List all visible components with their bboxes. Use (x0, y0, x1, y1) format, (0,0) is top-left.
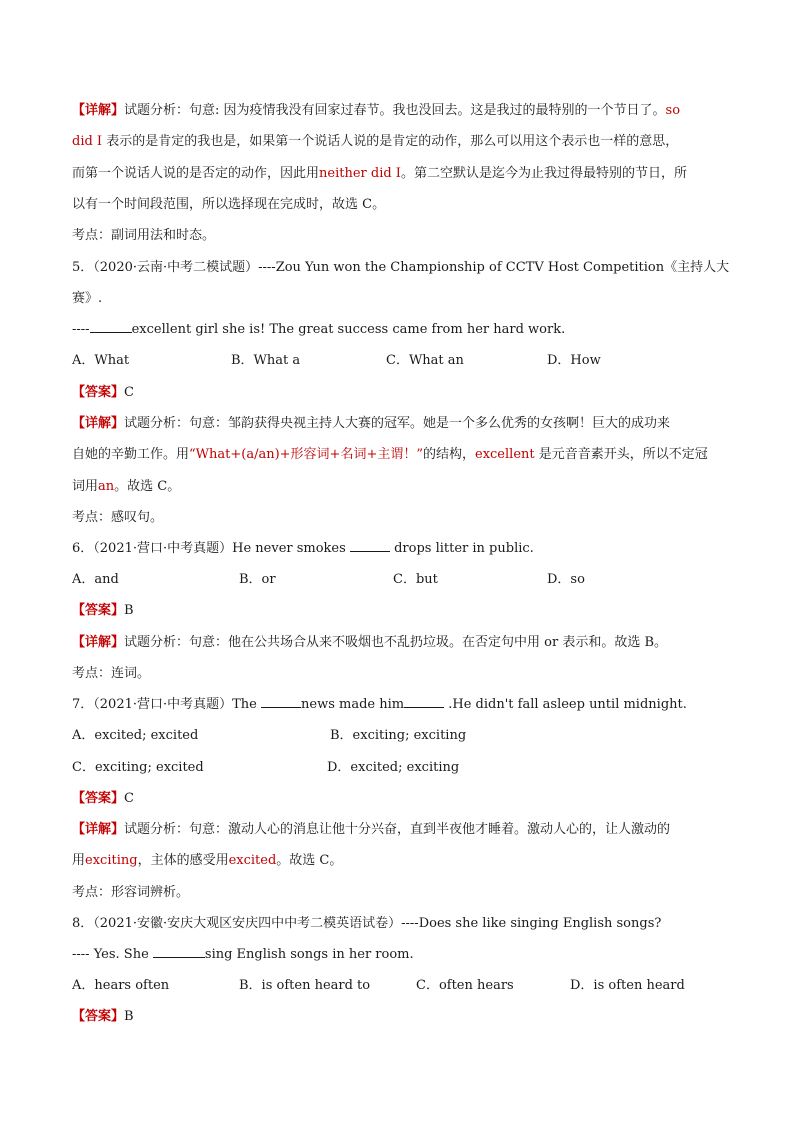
q5-kaodian: 考点：感叹句。 (72, 510, 164, 525)
answer-blank[interactable] (350, 539, 390, 552)
q4-detail-line-4: 以有一个时间段范围，所以选择现在完成时，故选 C。 (72, 197, 386, 212)
q8-option-c: C．often hears (416, 978, 514, 993)
q6-option-d: D．so (547, 572, 585, 587)
q6-stem: 6．（2021·营口·中考真题）He never smokes drops litter in public. (72, 541, 534, 556)
q4-kaodian: 考点：副词用法和时态。 (72, 228, 216, 243)
q5-answer: 【答案】C (72, 385, 134, 400)
q5-option-a: A．What (72, 353, 130, 368)
q7-option-a: A．excited; excited (72, 728, 199, 743)
q8-reply-line: ---- Yes. She sing English songs in her room. (72, 947, 414, 962)
answer-blank[interactable] (404, 695, 444, 708)
q6-detail-line-1: 【详解】试题分析：句意：他在公共场合从来不吸烟也不乱扔垃圾。在否定句中用 or 表示和。故选 B。 (72, 635, 668, 650)
answer-blank[interactable] (153, 945, 205, 958)
q8-answer: 【答案】B (72, 1009, 134, 1024)
q5-option-d: D．How (547, 353, 601, 368)
q7-stem: 7．（2021·营口·中考真题）The news made him .He didn't fall asleep until midnight. (72, 697, 687, 712)
q6-answer: 【答案】B (72, 603, 134, 618)
q5-stem-line-1: 5．（2020·云南·中考二模试题）----Zou Yun won the Championship of CCTV Host Competition《主持人大 (72, 260, 730, 275)
q5-detail-line-2: 自她的辛勤工作。用“What+(a/an)+形容词+名词+主谓！”的结构，excellent 是元音音素开头，所以不定冠 (72, 447, 708, 462)
q8-option-b: B．is often heard to (239, 978, 371, 993)
q7-kaodian: 考点：形容词辨析。 (72, 885, 190, 900)
q8-stem: 8．（2021·安徽·安庆大观区安庆四中中考二模英语试卷）----Does she like singing English songs? (72, 916, 662, 931)
q5-option-b: B．What a (231, 353, 301, 368)
q7-detail-line-1: 【详解】试题分析：句意：激动人心的消息让他十分兴奋，直到半夜他才睡着。激动人心的，让人激动的 (72, 822, 671, 837)
q4-detail-line-1: 【详解】试题分析：句意: 因为疫情我没有回家过春节。我也没回去。这是我过的最特别的一个节日了。so (72, 103, 681, 118)
answer-blank[interactable] (90, 320, 132, 333)
q4-detail-line-2: did I 表示的是肯定的我也是，如果第一个说话人说的是肯定的动作，那么可以用这个表示也一样的意思， (72, 134, 679, 149)
q7-option-c: C．exciting; excited (72, 760, 204, 775)
answer-blank[interactable] (261, 695, 301, 708)
q7-answer: 【答案】C (72, 791, 134, 806)
q6-kaodian: 考点：连词。 (72, 666, 151, 681)
q7-detail-line-2: 用exciting，主体的感受用excited。故选 C。 (72, 853, 343, 868)
q6-option-a: A．and (72, 572, 119, 587)
q7-option-b: B．exciting; exciting (330, 728, 467, 743)
q5-option-c: C．What an (386, 353, 464, 368)
q4-detail-line-3: 而第一个说话人说的是否定的动作，因此用neither did I。第二空默认是迄今为止我过得最特别的节日，所 (72, 166, 687, 181)
q8-option-d: D．is often heard (570, 978, 685, 993)
q5-reply-line: ---- excellent girl she is! The great success came from her hard work. (72, 322, 566, 337)
q5-detail-line-1: 【详解】试题分析：句意：邹韵获得央视主持人大赛的冠军。她是一个多么优秀的女孩啊！巨大的成功来 (72, 416, 671, 431)
q8-option-a: A．hears often (72, 978, 170, 993)
q5-stem-line-2: 赛》. (72, 291, 103, 306)
q7-option-d: D．excited; exciting (327, 760, 460, 775)
detail-tag: 【详解】 (72, 103, 125, 118)
q5-detail-line-3: 词用an。故选 C。 (72, 479, 181, 494)
q6-option-b: B．or (239, 572, 276, 587)
q6-option-c: C．but (393, 572, 438, 587)
